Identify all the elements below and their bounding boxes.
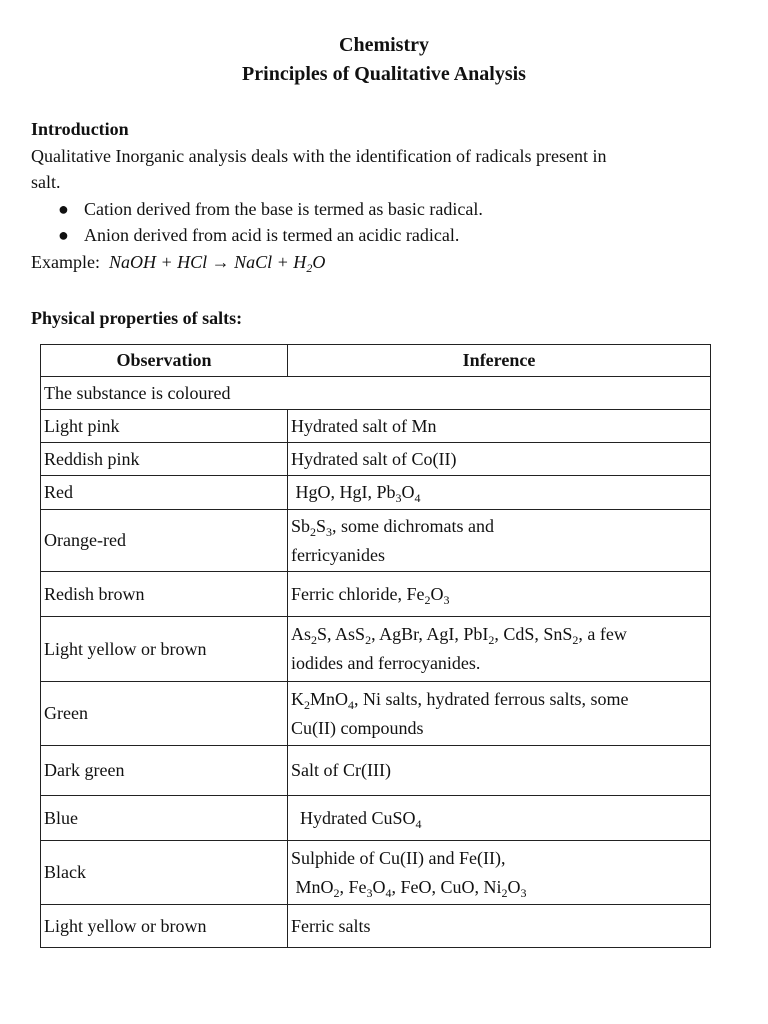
physical-properties-table xyxy=(40,344,711,948)
observation-cell: Reddish pink xyxy=(41,443,288,476)
inference-cell: Ferric chloride, $Fe_2O_3$ xyxy=(288,572,711,617)
inference-cell: $Sb_2S_3$, some dichromats and ferricyanides xyxy=(288,510,711,572)
observation-cell: Dark green xyxy=(41,746,288,796)
inference-cell: Salt of Cr(III) xyxy=(288,746,711,796)
col-header-inference: Inference xyxy=(288,345,711,377)
table-row xyxy=(41,905,711,948)
intro-heading: Introduction xyxy=(31,119,129,139)
inference-cell: Sulphide of Cu(II) and Fe(II), MnO$_2$, $Fe_3O_4$, FeO, CuO, $Ni_2O_3$ xyxy=(288,841,711,905)
bullet-item: ● Cation derived from the base is termed as basic radical. xyxy=(58,199,483,219)
intro-paragraph-line1: Qualitative Inorganic analysis deals with the identification of radicals present in xyxy=(31,146,607,166)
observation-cell: Red xyxy=(41,476,288,510)
inference-cell: HgO, HgI, $Pb_3O_4$ xyxy=(288,476,711,510)
inference-cell: $As_2S$, AsS$_2$, AgBr, AgI, PbI$_2$, CdS, SnS$_2$, a few iodides and ferrocyanides. xyxy=(288,617,711,682)
inference-cell: $K_2MnO_4$, Ni salts, hydrated ferrous salts, some Cu(II) compounds xyxy=(288,682,711,746)
example-equation: NaOH + HCl → NaCl + $H_2O$ xyxy=(104,252,326,275)
col-header-observation: Observation xyxy=(41,345,288,377)
table-row xyxy=(41,443,711,476)
observation-cell: Black xyxy=(41,841,288,905)
observation-cell: Blue xyxy=(41,796,288,841)
inference-cell: Hydrated salt of Mn xyxy=(288,410,711,443)
inference-cell: Ferric salts xyxy=(288,905,711,948)
bullet-dot-icon: ● xyxy=(58,199,69,219)
table-row xyxy=(41,510,711,572)
table-row xyxy=(41,746,711,796)
table-row xyxy=(41,617,711,682)
document-subtitle: Principles of Qualitative Analysis xyxy=(242,63,526,85)
table-row xyxy=(41,410,711,443)
intro-paragraph-line2: salt. xyxy=(31,172,61,192)
table-row xyxy=(41,796,711,841)
example-label: Example: xyxy=(31,252,100,272)
inference-cell: Hydrated salt of Co(II) xyxy=(288,443,711,476)
observation-cell: Light pink xyxy=(41,410,288,443)
document-title: Chemistry xyxy=(339,34,429,56)
table-header-row xyxy=(41,345,711,377)
table-section-row xyxy=(41,377,711,410)
table-row xyxy=(41,682,711,746)
table-row xyxy=(41,476,711,510)
observation-cell: Green xyxy=(41,682,288,746)
observation-cell: Orange-red xyxy=(41,510,288,572)
inference-cell: Hydrated CuSO$_4$ xyxy=(288,796,711,841)
observation-cell: Light yellow or brown xyxy=(41,617,288,682)
bullet-dot-icon: ● xyxy=(58,225,69,245)
physical-properties-heading: Physical properties of salts: xyxy=(31,308,243,328)
example-line xyxy=(31,252,325,273)
observation-cell: Redish brown xyxy=(41,572,288,617)
table-row xyxy=(41,841,711,905)
bullet-item: ● Anion derived from acid is termed an acidic radical. xyxy=(58,225,460,245)
table-row xyxy=(41,572,711,617)
observation-cell: Light yellow or brown xyxy=(41,905,288,948)
section-row-coloured: The substance is coloured xyxy=(41,377,711,410)
